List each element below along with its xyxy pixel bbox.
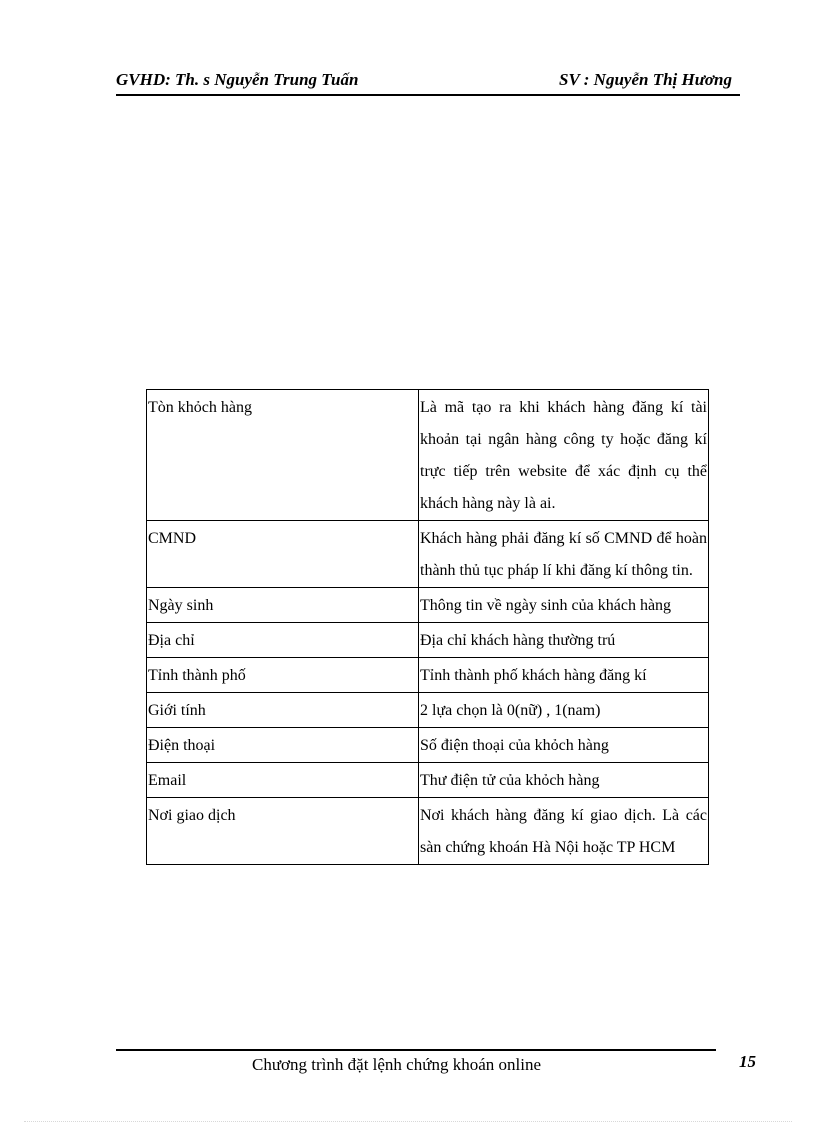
page-number: 15 bbox=[739, 1052, 756, 1071]
student-label: SV : Nguyễn Thị Hương bbox=[559, 70, 732, 89]
field-description: Thông tin về ngày sinh của khách hàng bbox=[419, 588, 709, 623]
table-row bbox=[147, 763, 709, 798]
field-name: Ngày sinh bbox=[147, 588, 419, 623]
table-row bbox=[147, 658, 709, 693]
table-row bbox=[147, 693, 709, 728]
field-description: Thư điện tử của khỏch hàng bbox=[419, 763, 709, 798]
field-description: 2 lựa chọn là 0(nữ) , 1(nam) bbox=[419, 693, 709, 728]
field-name: Địa chỉ bbox=[147, 623, 419, 658]
field-description: Là mã tạo ra khi khách hàng đăng kí tài khoản tại ngân hàng công ty hoặc đăng kí trực tiếp trên website để xác định cụ thể khách hàng này là ai. bbox=[419, 390, 709, 521]
field-name: Tỉnh thành phố bbox=[147, 658, 419, 693]
page-edge-divider bbox=[24, 1121, 792, 1122]
table-row bbox=[147, 390, 709, 521]
field-name: Email bbox=[147, 763, 419, 798]
table-row bbox=[147, 728, 709, 763]
field-name: Nơi giao dịch bbox=[147, 798, 419, 865]
footer-title: Chương trình đặt lệnh chứng khoán online bbox=[252, 1055, 541, 1074]
field-description: Số điện thoại của khỏch hàng bbox=[419, 728, 709, 763]
supervisor-label: GVHD: Th. s Nguyễn Trung Tuấn bbox=[116, 70, 359, 89]
page-header bbox=[116, 68, 740, 96]
field-name: CMND bbox=[147, 521, 419, 588]
field-description: Tỉnh thành phố khách hàng đăng kí bbox=[419, 658, 709, 693]
table-row bbox=[147, 623, 709, 658]
field-description: Địa chỉ khách hàng thường trú bbox=[419, 623, 709, 658]
table-row bbox=[147, 798, 709, 865]
field-description: Khách hàng phải đăng kí số CMND để hoàn thành thủ tục pháp lí khi đăng kí thông tin. bbox=[419, 521, 709, 588]
field-name: Tòn khỏch hàng bbox=[147, 390, 419, 521]
customer-info-table bbox=[146, 389, 709, 865]
table-row bbox=[147, 588, 709, 623]
field-name: Giới tính bbox=[147, 693, 419, 728]
field-description: Nơi khách hàng đăng kí giao dịch. Là các sàn chứng khoán Hà Nội hoặc TP HCM bbox=[419, 798, 709, 865]
field-name: Điện thoại bbox=[147, 728, 419, 763]
table-row bbox=[147, 521, 709, 588]
footer-divider bbox=[116, 1049, 716, 1051]
